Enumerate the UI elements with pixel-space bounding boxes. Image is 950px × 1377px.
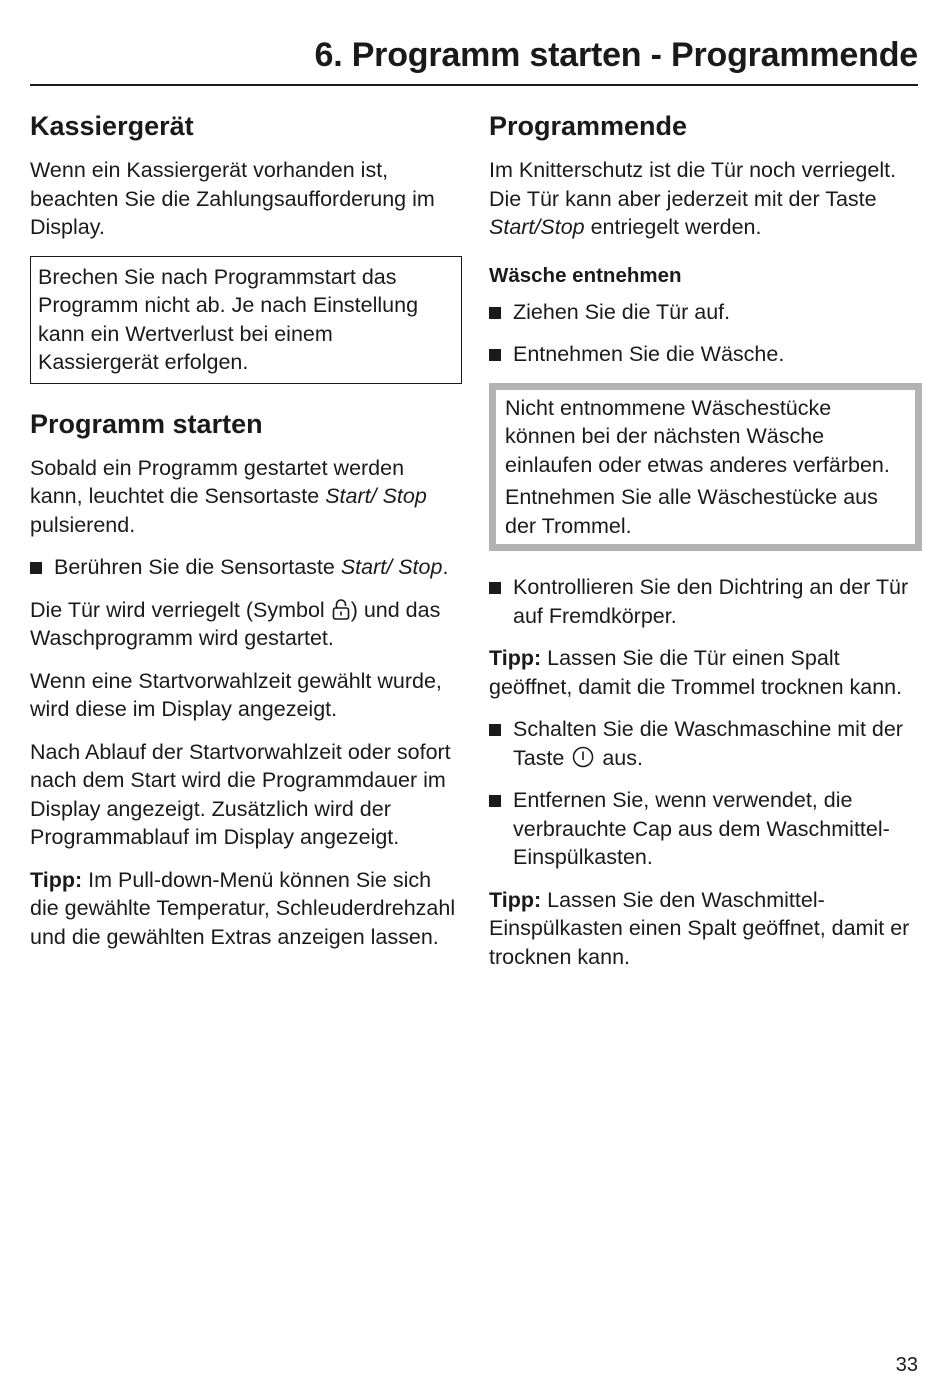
start-paragraph-2: Die Tür wird verriegelt (Symbol ) und das Waschprogramm wird gestartet. — [30, 597, 441, 650]
list-item — [489, 786, 919, 872]
header-rule — [30, 84, 918, 86]
square-bullet-icon — [30, 562, 42, 574]
list-item — [30, 553, 462, 582]
bullet-text: Schalten Sie die Waschmaschine mit der Taste aus. — [513, 717, 903, 770]
tip-label: Tipp: — [489, 646, 542, 670]
section-waesche-entnehmen — [489, 262, 919, 972]
square-bullet-icon — [489, 582, 501, 594]
bullet-text: Kontrollieren Sie den Dichtring an der Tür auf Fremdkörper. — [513, 575, 909, 628]
bullet-text: Berühren Sie die Sensortaste Start/ Stop. — [54, 555, 449, 579]
square-bullet-icon — [489, 795, 501, 807]
bullet-text: Entnehmen Sie die Wäsche. — [513, 342, 785, 366]
warning-box — [489, 383, 922, 552]
power-icon — [572, 746, 594, 768]
square-bullet-icon — [489, 349, 501, 361]
list-item — [489, 715, 919, 772]
bullet-text: Ziehen Sie die Tür auf. — [513, 299, 731, 324]
square-bullet-icon — [489, 724, 501, 736]
start-tip: Tipp: Im Pull-down-Menü können Sie sich die gewählte Temperatur, Schleuderdrehzahl und die gewählten Extras anzeigen lassen. — [30, 867, 456, 949]
entnehmen-tip-2: Tipp: Lassen Sie den Waschmittel-Einspülkasten einen Spalt geöffnet, damit er trocknen kann. — [489, 887, 910, 969]
kassier-text: Wenn ein Kassiergerät vorhanden ist, beachten Sie die Zahlungsaufforderung im Display. — [30, 158, 435, 239]
heading-waesche-entnehmen: Wäsche entnehmen — [489, 263, 682, 287]
lock-icon — [332, 598, 350, 620]
list-item — [489, 573, 919, 630]
list-item — [489, 298, 919, 327]
start-paragraph-4: Nach Ablauf der Startvorwahlzeit oder sofort nach dem Start wird die Programmdauer im Display angezeigt. Zusätzlich wird der Programmablauf im Display angezeigt. — [30, 739, 451, 849]
kassier-note-text: Brechen Sie nach Programmstart das Programm nicht ab. Je nach Einstellung kann ein Wertverlust bei einem Kassiergerät erfolgen. — [38, 264, 419, 374]
heading-programmende: Programmende — [489, 111, 688, 141]
ende-paragraph-1: Im Knitterschutz ist die Tür noch verriegelt. Die Tür kann aber jederzeit mit der Taste Start/Stop entriegelt werden. — [489, 158, 897, 239]
start-paragraph-1: Sobald ein Programm gestartet werden kann, leuchtet die Sensortaste Start/ Stop pulsierend. — [30, 455, 427, 537]
start-stop-key-label: Start/Stop — [489, 215, 585, 239]
heading-programm-starten: Programm starten — [30, 408, 263, 439]
right-column — [489, 108, 919, 985]
tip-label: Tipp: — [489, 887, 542, 912]
square-bullet-icon — [489, 307, 501, 319]
warning-text-2: Entnehmen Sie alle Wäschestücke aus der Trommel. — [505, 485, 878, 538]
start-stop-key-label: Start/ Stop — [325, 484, 427, 508]
kassier-note-box — [30, 256, 462, 384]
chapter-title: 6. Programm starten - Programmende — [314, 36, 918, 74]
tip-label: Tipp: — [30, 867, 83, 892]
heading-kassiergeraet: Kassiergerät — [30, 111, 194, 141]
left-column — [30, 108, 462, 965]
section-programm-starten — [30, 406, 462, 952]
page-number: 33 — [895, 1354, 918, 1376]
section-kassiergeraet — [30, 108, 462, 384]
bullet-text: Entfernen Sie, wenn verwendet, die verbrauchte Cap aus dem Waschmittel-Einspülkasten. — [513, 788, 890, 869]
section-programmende — [489, 108, 919, 242]
start-paragraph-3: Wenn eine Startvorwahlzeit gewählt wurde, wird diese im Display angezeigt. — [30, 668, 442, 721]
warning-text-1: Nicht entnommene Wäschestücke können bei der nächsten Wäsche einlaufen oder etwas anderes verfärben. — [505, 395, 890, 477]
entnehmen-tip-1: Tipp: Lassen Sie die Tür einen Spalt geöffnet, damit die Trommel trocknen kann. — [489, 646, 903, 699]
list-item — [489, 340, 919, 369]
